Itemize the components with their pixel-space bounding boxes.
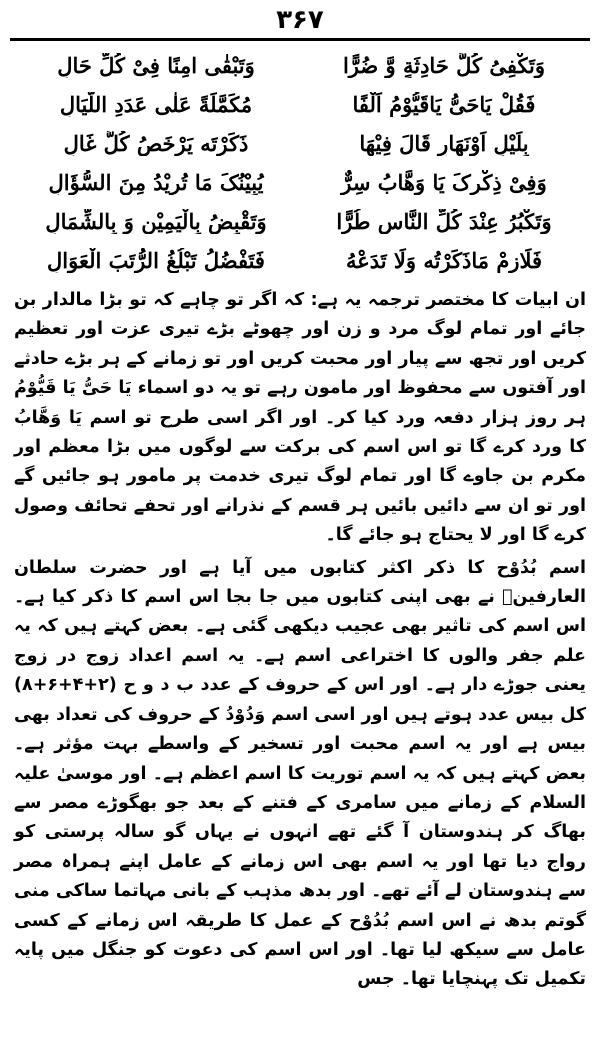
verse-row	[20, 202, 580, 241]
verse-first-half: فَقُلْ یَاحَیُّ یَاقَیُّوْمُ اَلْفًا	[352, 92, 536, 117]
translation-paragraph: ان ابیات کا مختصر ترجمہ یہ ہے: کہ اگر تو چاہے کہ تو بڑا مالدار بن جائے اور تمام لوگ مرد و زن اور چھوٹے بڑے تیری عزت اور تعظیم کریں اور تجھ سے پیار اور محبت کریں اور تو زمانے کے ہر بڑے حادثے اور آفتوں سے محفوظ اور مامون رہے تو یہ دو اسماء یَا حَیُّ یَا قَیُّوْمُ ہر روز ہزار دفعہ ورد کیا کر۔ اور اگر اسی طرح تو اسم یَا وَهَّابُ کا ورد کرے گا تو اس اسم کی برکت سے لوگوں میں بڑا معظم اور مکرم بن جاوے گا اور تمام لوگ تیری خدمت پر مامور ہو جائیں گے اور تو ان سے دائیں بائیں ہر قسم کے نذرانے اور تحفے تحائف وصول کرے گا اور لا یحتاج ہو جائے گا۔	[14, 290, 586, 546]
verse-second-half: وَتَقْبِضُ بِالْیَمِیْنِ وَ بِالشِّمَالِ	[45, 209, 267, 234]
verse-second-half: فَتَفْضُلُ تَبْلُغُ الرُّتَبَ الْعَوَالِ	[47, 248, 265, 273]
page-number: ۳۶۷	[276, 5, 324, 35]
verse-row	[20, 124, 580, 163]
verse-second-half: ذَکَرْتَه یَرْخَصُ کُلُّ غَالِ	[63, 131, 249, 156]
verse-second-half: وَتَبْقٰی امِنًا فِیْ کُلِّ حَالِ	[57, 53, 255, 78]
header-rule	[10, 38, 590, 41]
body-paragraph: اسم بُدُوْح کا ذکر اکثر کتابوں میں آیا ہے اور حضرت سلطان العارفینؒ نے بھی اپنی کتابوں میں جا بجا اس اسم کا ذکر کیا ہے۔ اس اسم کی تاثیر بھی عجیب دیکھی گئی ہے۔ بعض کہتے ہیں کہ یہ علم جفر والوں کا اختراعی اسم ہے۔ یہ اسم اعداد زوج در زوج یعنی جوڑے دار ہے۔ اور اس کے حروف کے عدد ب د و ح (۲+۴+۶+۸) کل بیس عدد ہوتے ہیں اور اسی اسم وَدُوْدُ کے حروف کی تعداد بھی بیس ہے اور یہ اسم محبت اور تسخیر کے واسطے بہت مؤثر ہے۔ بعض کہتے ہیں کہ یہ اسم توریت کا اسم اعظم ہے۔ اور موسیٰ علیہ السلام کے زمانے میں سامری کے فتنے کے بعد جو بھگوڑے مصر سے بھاگ کر ہندوستان آ گئے تھے انہوں نے یہاں گو سالہ پرستی کو رواج دیا تھا اور یہ اسم بھی اس زمانے کے عامل اپنے ہمراہ مصر سے ہندوستان لے آئے تھے۔ اور بدھ مذہب کے بانی مہاتما ساکی منی گوتم بدھ نے اس اسم بُدُوْح کے عمل کا طریقہ اس زمانے کے کسی عامل سے سیکھ لیا تھا۔ اور اس اسم کی دعوت کو جنگل میں پایہ تکمیل تک پہنچایا تھا۔ جس	[14, 557, 586, 990]
verse-block	[20, 46, 580, 280]
verse-row	[20, 241, 580, 280]
verse-row	[20, 46, 580, 85]
verse-first-half: فَلَازِمْ مَاذَکَرْتُه وَلَا تَدَعْهُ	[345, 248, 543, 273]
verse-first-half: وَتَکْبُرُ عِنْدَ کُلِّ النَّاسِ طُرًّا	[336, 209, 552, 234]
verse-second-half: مُکَمَّلَةً عَلٰی عَدَدِ اللَّیَالِ	[59, 92, 253, 117]
verse-first-half: وَفِیْ ذِکْرِکَ یَا وَهَّابُ سِرٌّ	[341, 170, 547, 195]
verse-first-half: وَتَکْفِیُ کُلَّ حَادِثَةٍ وَّ ضُرًّا	[342, 53, 546, 78]
verse-first-half: بِلَیْلٍ اَوْنَهَارٍ قَالَ فِیْهَا	[359, 131, 529, 156]
verse-row	[20, 163, 580, 202]
prose-body	[14, 286, 586, 995]
verse-row	[20, 85, 580, 124]
verse-second-half: یُبِیْنُکَ مَا تُرِیْدُ مِنَ السُّؤَالِ	[48, 170, 264, 195]
